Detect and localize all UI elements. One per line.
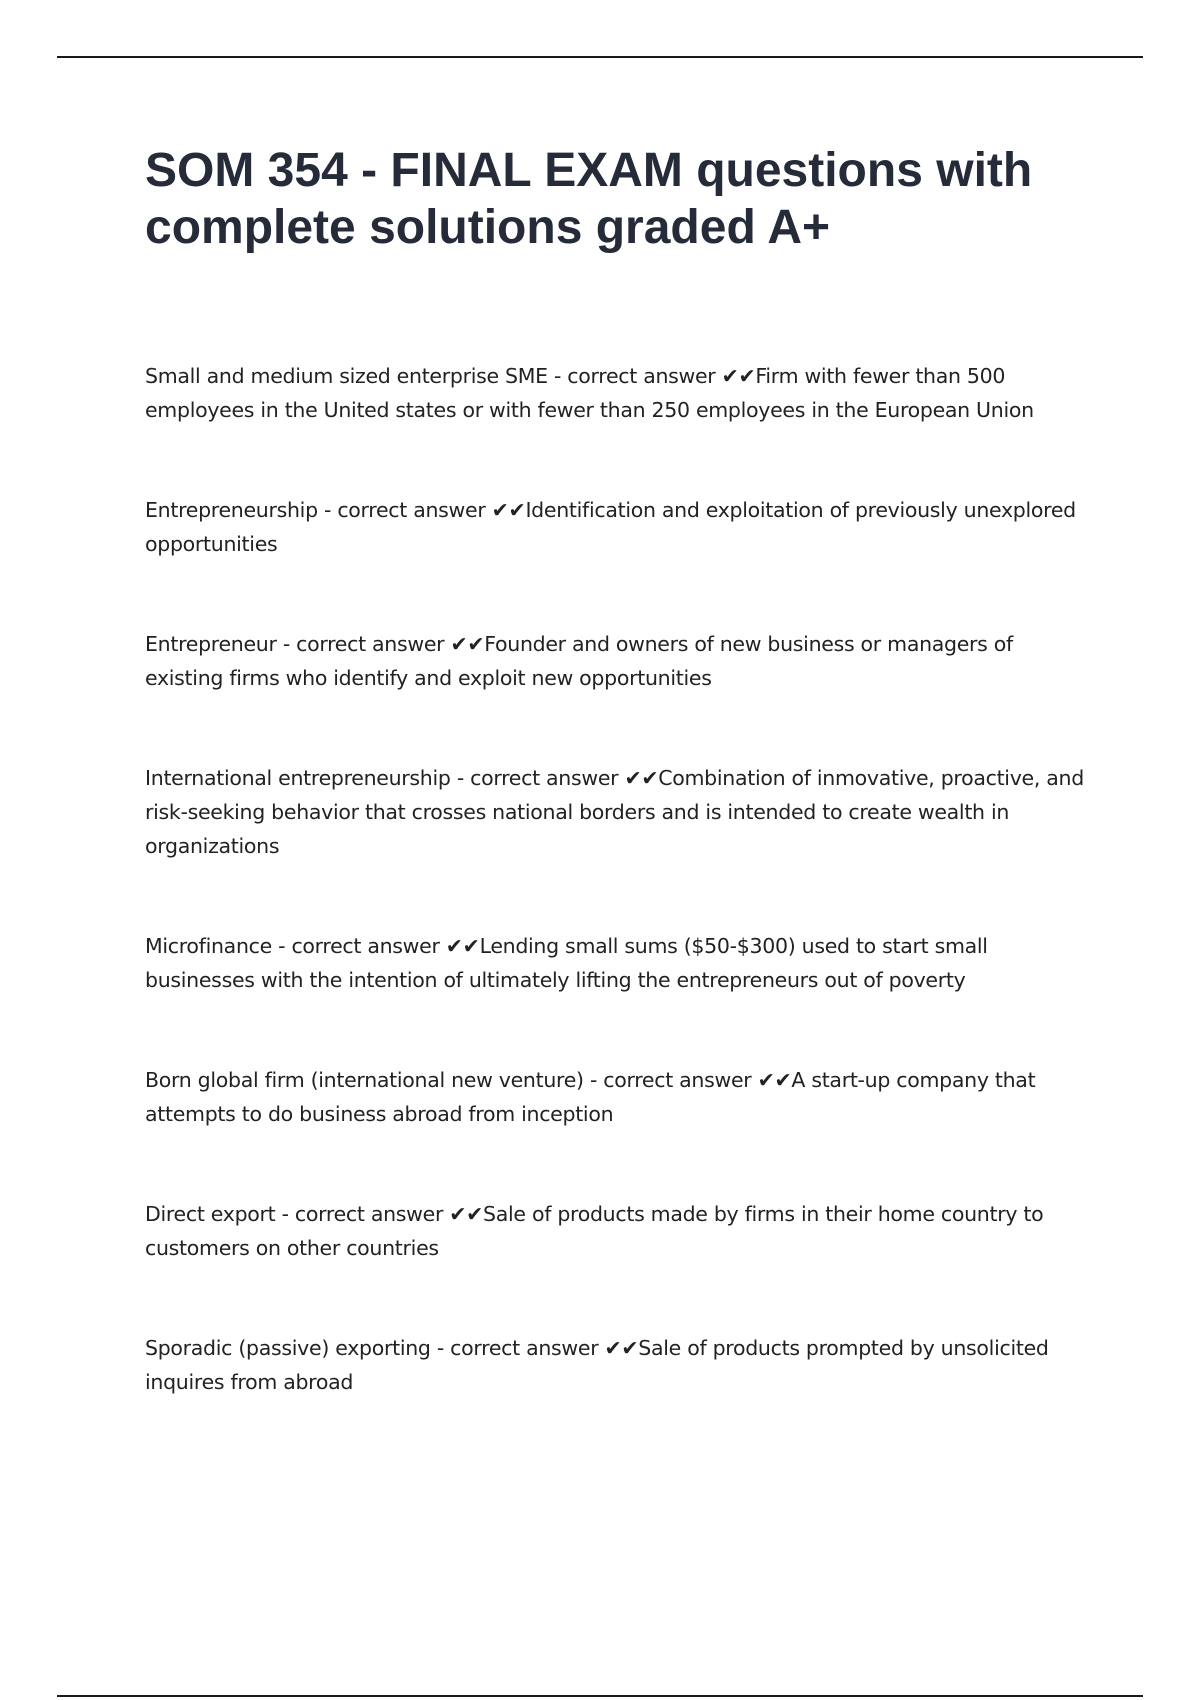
qa-entry [145, 359, 1095, 427]
entry-connector: - correct answer ✔✔ [276, 632, 485, 656]
entry-term: Sporadic (passive) exporting [145, 1336, 431, 1360]
entry-term: Microfinance [145, 934, 272, 958]
entry-term: Entrepreneurship [145, 498, 318, 522]
entry-definition: Lending small sums ($50-$300) used to start small businesses with the intention of ultimately lifting the entrepreneurs out of poverty [145, 934, 988, 992]
entry-connector: - correct answer ✔✔ [547, 364, 756, 388]
qa-entry [145, 493, 1095, 561]
document-body [145, 142, 1095, 1399]
qa-entry [145, 929, 1095, 997]
entry-connector: - correct answer ✔✔ [275, 1202, 484, 1226]
qa-entry [145, 627, 1095, 695]
header-rule [57, 56, 1143, 58]
entry-definition: A start-up company that attempts to do business abroad from inception [145, 1068, 1036, 1126]
entry-term: Small and medium sized enterprise SME [145, 364, 548, 388]
qa-entry [145, 761, 1095, 863]
entry-definition: Sale of products made by firms in their home country to customers on other countries [145, 1202, 1044, 1260]
entry-connector: - correct answer ✔✔ [271, 934, 480, 958]
entry-term: Direct export [145, 1202, 276, 1226]
footer-rule [57, 1695, 1143, 1697]
document-title: SOM 354 - FINAL EXAM questions with complete solutions graded A+ [145, 144, 1033, 254]
qa-entry [145, 1331, 1095, 1399]
entry-term: Born global firm (international new venture) [145, 1068, 584, 1092]
entry-definition: Combination of inmovative, proactive, and risk-seeking behavior that crosses national borders and is intended to create wealth in organizations [145, 766, 1084, 858]
entry-connector: - correct answer ✔✔ [450, 766, 659, 790]
qa-entry [145, 1197, 1095, 1265]
entry-term: International entrepreneurship [145, 766, 451, 790]
entry-definition: Identification and exploitation of previously unexplored opportunities [145, 498, 1076, 556]
qa-entry [145, 1063, 1095, 1131]
entry-definition: Founder and owners of new business or managers of existing firms who identify and exploit new opportunities [145, 632, 1013, 690]
entry-term: Entrepreneur [145, 632, 277, 656]
entry-definition: Firm with fewer than 500 employees in the United states or with fewer than 250 employees in the European Union [145, 364, 1034, 422]
entry-connector: - correct answer ✔✔ [583, 1068, 792, 1092]
qa-list [145, 359, 1095, 1399]
entry-definition: Sale of products prompted by unsolicited inquires from abroad [145, 1336, 1049, 1394]
entry-connector: - correct answer ✔✔ [430, 1336, 639, 1360]
entry-connector: - correct answer ✔✔ [317, 498, 526, 522]
